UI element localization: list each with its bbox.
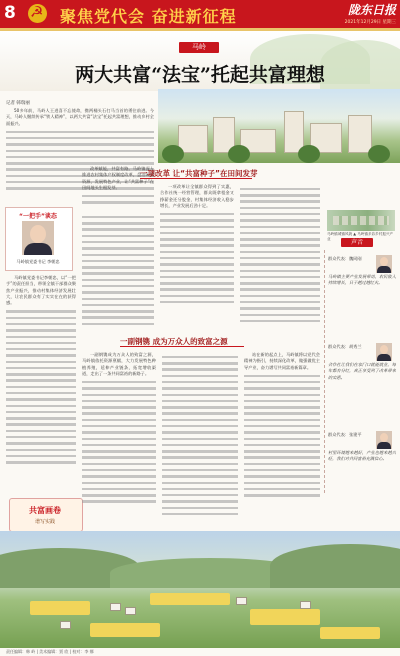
- rapeseed-field: [320, 627, 380, 639]
- decor-hill: [320, 40, 400, 90]
- article-column: [160, 184, 234, 332]
- rapeseed-field: [30, 601, 90, 615]
- voice-quote: 村里环境越来越好，产业也越来越兴旺，我们对共同富裕充满信心。: [328, 450, 396, 462]
- section-title: 聚焦党代会 奋进新征程: [60, 7, 237, 26]
- voices-label: 声音: [341, 238, 373, 247]
- village-house: [300, 601, 311, 609]
- voice-name: 群众代表：胡秀兰: [328, 344, 362, 349]
- page-number: 8: [4, 3, 16, 23]
- paragraph: 一副钢镌成为万众人的致富之源，马岭镇依托资源禀赋，大力发展特色种植养殖，延伸产业链条，拓宽增收渠道，走出了一条共同富裕的新路子。: [82, 352, 156, 376]
- voice-quote: 合作社让我们在家门口就能就业，每年都有分红，真正享受到了改革带来的实惠。: [328, 362, 396, 380]
- voice-name: 群众代表：魏同刚: [328, 256, 362, 261]
- article-column: [82, 352, 156, 528]
- town-photo: [158, 89, 400, 163]
- editor-credits: 责任编辑：韩 岭 | 美术编辑：贾 欣 | 校对：李 娜: [6, 649, 94, 654]
- issue-date: 2021年12月29日 星期三: [344, 20, 396, 25]
- village-house: [236, 597, 247, 605]
- voice-avatar: [376, 255, 392, 273]
- article-column: [244, 352, 320, 528]
- subhead-rule: [120, 346, 244, 347]
- leader-portrait: [22, 221, 54, 255]
- village-house: [125, 607, 136, 615]
- voice-avatar: [376, 343, 392, 361]
- mountain: [270, 544, 400, 588]
- paragraph: 站在新的起点上，马岭镇将以党代会精神为指引，持续深化改革，做强做优主导产业，奋力谱写共同富裕新篇章。: [244, 352, 320, 370]
- byline: 记者 韩瑞丽: [6, 101, 30, 106]
- promo-title: 共富画卷: [29, 505, 61, 515]
- paragraph: 一项改革让全镇群众得到了实惠，合作社统一经营管理，群众既拿租金又挣薪金还分股金，村集体经济收入稳步增长，产业发展后劲十足。: [160, 184, 234, 208]
- tree: [162, 145, 184, 163]
- headline: 两大共富“法宝”托起共富理想: [75, 64, 325, 86]
- article-column: [240, 184, 320, 332]
- photo-caption: 马岭镇城镇风貌 ▲ 马岭镇多彩乡村振兴产业: [327, 232, 394, 241]
- tree: [228, 145, 250, 163]
- portrait-caption: 马岭镇党委书记 李朝忠: [16, 259, 60, 264]
- profile-title: “一把手”谈态: [19, 213, 57, 220]
- rapeseed-field: [150, 593, 230, 605]
- rural-landscape-photo: [0, 531, 400, 656]
- voice-name: 群众代表：张建平: [328, 432, 362, 437]
- promo-subtitle: 谱写实践: [34, 519, 55, 525]
- subhead-rule: [140, 178, 252, 179]
- paragraph: 马岭镇党委书记李朝忠，以“一把手”的责任担当，带领全镇干部群众聚焦产业振兴，推动村集体经济发展壮大，让农民群众有了实实在在的获得感。: [6, 275, 76, 306]
- headline-kicker: 马岭: [179, 42, 219, 53]
- article-column: [162, 352, 238, 528]
- voice-quote: 马岭镇主要产业发展带动，农民收入持续增长，日子越过越红火。: [328, 274, 396, 286]
- rapeseed-field: [250, 609, 320, 625]
- subhead: 一项改革 让“共富种子”在田间发芽: [140, 169, 258, 178]
- tree: [368, 145, 390, 163]
- lead-paragraph: 50多年前，马岭人王进喜不忘使命，携两桶头石打马当首的勇往前进。今天，马岭人继续传承“铁人精神”，以两大共富“法宝”托起共富理想，推动乡村全面振兴。: [6, 108, 154, 126]
- article-column: [82, 212, 154, 332]
- village-house: [110, 603, 121, 611]
- article-column: [6, 275, 76, 495]
- rapeseed-field: [90, 623, 160, 637]
- town-thumbnail-photo: [327, 210, 395, 231]
- voice-avatar: [376, 431, 392, 449]
- subhead: 一副钢镌 成为万众人的致富之源: [120, 337, 228, 346]
- building: [348, 115, 372, 153]
- masthead-name: 陇东日报: [347, 3, 396, 17]
- paragraph: 改革赋能，共富有路。马岭镇深入推进农村集体产权制度改革，盘活闲置资源，发展特色产业，让“共富种子”在田间地头生根发芽。: [82, 166, 154, 190]
- tree: [298, 145, 320, 163]
- party-emblem-icon: [28, 4, 47, 23]
- masthead: [310, 1, 396, 25]
- village-house: [60, 621, 71, 629]
